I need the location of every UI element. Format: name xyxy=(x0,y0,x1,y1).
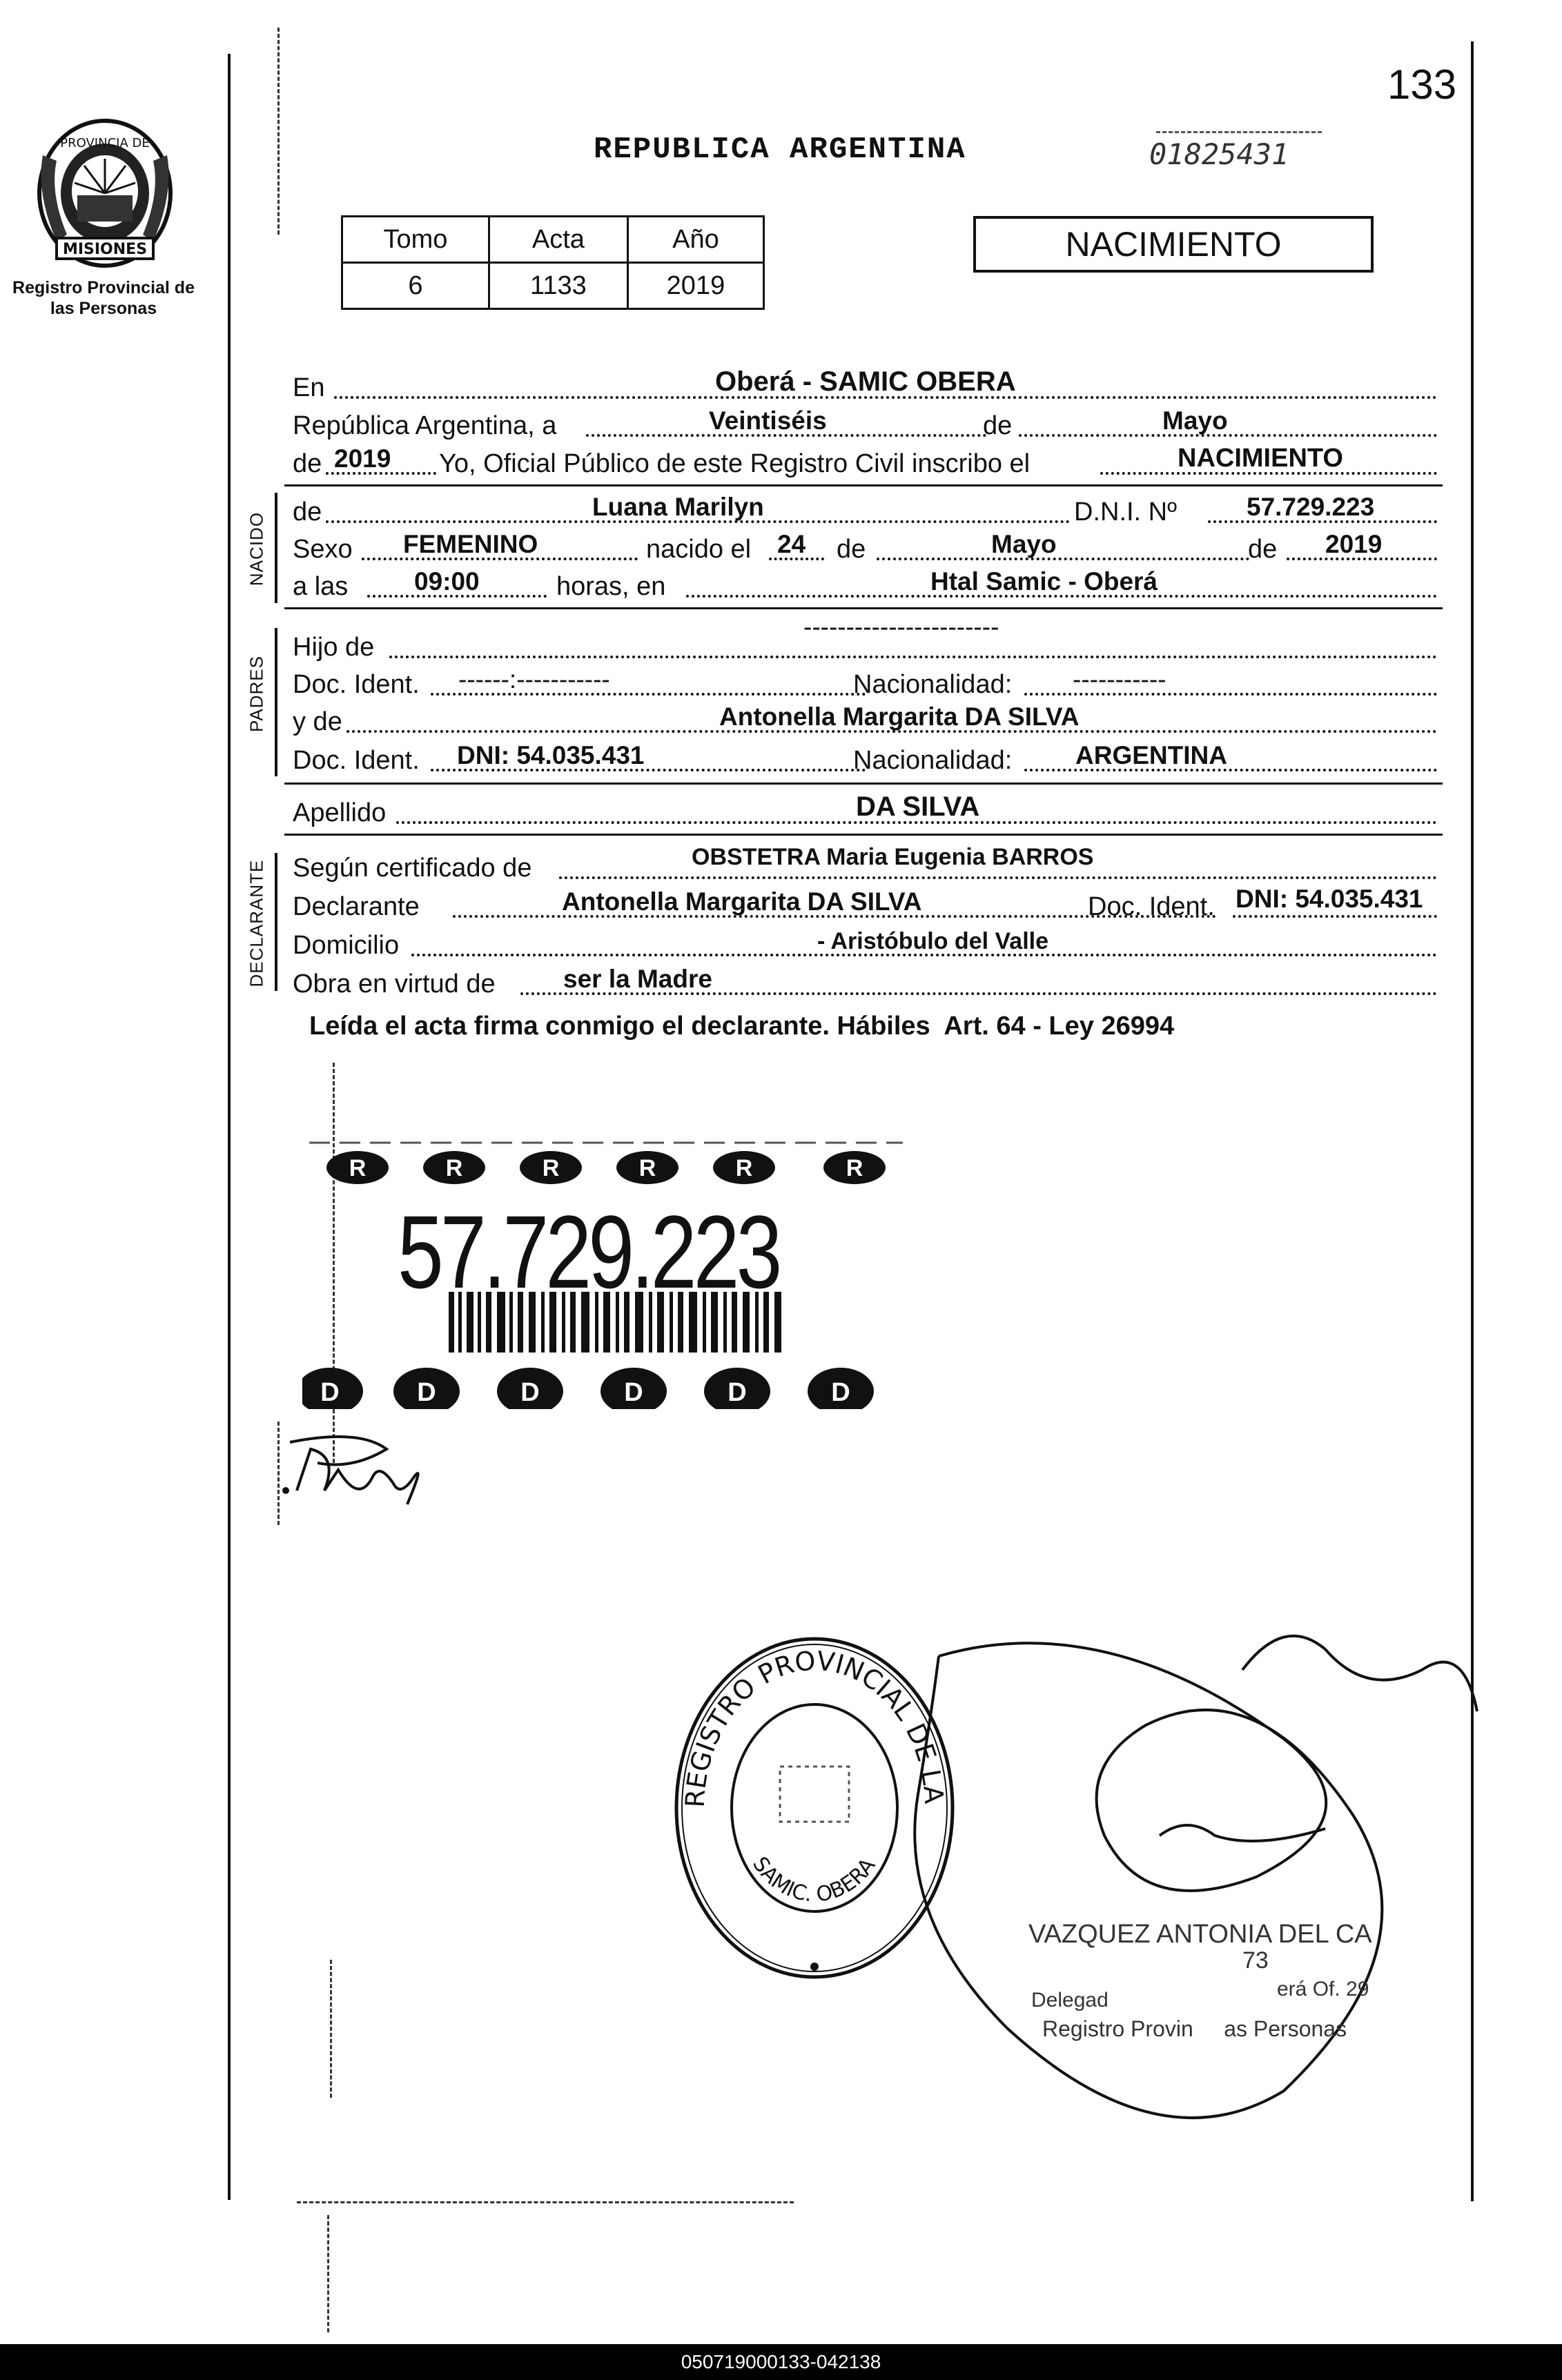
svg-text:R: R xyxy=(542,1155,560,1181)
label-de: de xyxy=(1248,535,1278,564)
svg-text:R: R xyxy=(445,1155,463,1181)
svg-text:R: R xyxy=(638,1155,656,1181)
row-sexo xyxy=(293,529,1438,567)
label-doc-ident: Doc. Ident. xyxy=(293,670,420,699)
acta-value: 1133 xyxy=(489,263,627,309)
section-label-nacido: NACIDO xyxy=(246,511,267,587)
svg-text:R: R xyxy=(349,1155,367,1181)
birth-day-value: 24 xyxy=(777,530,806,558)
serial-number xyxy=(1149,131,1329,179)
header-cell: Año xyxy=(627,217,763,263)
row-place xyxy=(293,367,1438,406)
document-type-box: NACIMIENTO xyxy=(973,216,1374,273)
svg-text:D: D xyxy=(520,1378,540,1407)
document-title: REPUBLICA ARGENTINA xyxy=(594,132,966,167)
logo-caption: Registro Provincial de las Personas xyxy=(12,278,195,318)
logo-ring-bottom-text: MISIONES xyxy=(62,241,148,258)
dotted-line xyxy=(1019,434,1437,437)
dotted-line xyxy=(559,876,1437,879)
section-separator xyxy=(284,783,1443,785)
header-cell: Acta xyxy=(489,217,627,263)
section-label-declarante: DECLARANTE xyxy=(246,859,267,987)
label-dni: D.N.I. Nº xyxy=(1074,498,1177,527)
label-republica: República Argentina, a xyxy=(293,411,557,440)
svg-text:D: D xyxy=(320,1378,340,1407)
row-apellido xyxy=(293,792,1438,831)
header-cell: Tomo xyxy=(342,217,489,263)
madre-doc-value: DNI: 54.035.431 xyxy=(457,741,645,769)
section-separator xyxy=(284,484,1443,486)
label-sexo: Sexo xyxy=(293,535,353,564)
row-y-de xyxy=(293,701,1438,740)
label-declarante: Declarante xyxy=(293,892,420,921)
label-doc-ident: Doc. Ident. xyxy=(293,746,420,775)
svg-text:SAMIC. OBERA xyxy=(748,1853,881,1907)
delegate-number: 73 xyxy=(1242,1947,1269,1974)
svg-text:D: D xyxy=(728,1378,747,1407)
left-fold-mark xyxy=(327,2215,329,2332)
anio-value: 2019 xyxy=(627,263,763,309)
label-de: de xyxy=(837,535,866,564)
padre-value: ----------------------- xyxy=(803,613,999,641)
dotted-line xyxy=(389,656,1437,658)
barcode-number: 57.729.223 xyxy=(398,1194,779,1310)
child-name-value: Luana Marilyn xyxy=(592,493,764,521)
section-separator xyxy=(284,834,1443,836)
lugar-value: Htal Samic - Oberá xyxy=(930,567,1158,596)
declarante-value: Antonella Margarita DA SILVA xyxy=(562,887,922,916)
reference-table xyxy=(341,215,765,310)
svg-text:R: R xyxy=(846,1155,863,1181)
delegate-name: VAZQUEZ ANTONIA DEL CA xyxy=(1028,1920,1372,1949)
row-padre-doc xyxy=(293,664,1438,702)
barcode-sticker xyxy=(302,1139,911,1409)
section-separator xyxy=(284,607,1443,609)
padre-doc-value: ------:----------- xyxy=(458,665,610,694)
svg-text:D: D xyxy=(831,1378,850,1407)
apellido-value: DA SILVA xyxy=(856,791,980,822)
label-hijo-de: Hijo de xyxy=(293,633,375,662)
seal-outer-text: REGISTRO PROVINCIAL DE LA xyxy=(679,1645,950,1809)
year-value: 2019 xyxy=(334,444,391,473)
declarante-doc-value: DNI: 54.035.431 xyxy=(1236,885,1423,913)
left-fold-mark xyxy=(277,28,280,235)
madre-nac-value: ARGENTINA xyxy=(1075,741,1227,769)
day-value: Veintiséis xyxy=(709,406,827,435)
label-inscribo: Yo, Oficial Público de este Registro Civil inscribo el xyxy=(439,449,1031,478)
row-name xyxy=(293,491,1438,530)
reference-table-values xyxy=(342,263,764,309)
label-de: de xyxy=(293,498,322,527)
label-a-las: a las xyxy=(293,572,349,601)
label-nacionalidad: Nacionalidad: xyxy=(853,670,1013,699)
delegate-registry: Registro Provin as Personas xyxy=(1042,2016,1347,2041)
month-value: Mayo xyxy=(1162,406,1228,435)
section-label-padres: PADRES xyxy=(246,656,267,732)
official-signature xyxy=(276,1422,435,1518)
closing-statement: Leída el acta firma conmigo el declarante. Hábiles Art. 64 - Ley 26994 xyxy=(309,1012,1175,1041)
row-hora xyxy=(293,566,1438,604)
left-margin-line xyxy=(228,54,231,2200)
section-bracket xyxy=(275,493,277,603)
section-bracket xyxy=(275,853,277,991)
bottom-dashed-line xyxy=(297,2201,794,2203)
label-apellido: Apellido xyxy=(293,798,387,827)
row-obra xyxy=(293,963,1438,1002)
svg-text:D: D xyxy=(417,1378,436,1407)
obra-value: ser la Madre xyxy=(563,965,712,993)
label-y-de: y de xyxy=(293,707,342,736)
certificado-value: OBSTETRA Maria Eugenia BARROS xyxy=(692,844,1094,870)
birth-year-value: 2019 xyxy=(1325,530,1383,558)
label-de: de xyxy=(293,449,322,478)
label-domicilio: Domicilio xyxy=(293,931,400,960)
province-logo xyxy=(29,114,181,273)
label-nacionalidad: Nacionalidad: xyxy=(853,746,1013,775)
row-certificado xyxy=(293,844,1438,886)
logo-ring-top-text: PROVINCIA DE xyxy=(60,136,150,150)
birth-month-value: Mayo xyxy=(991,530,1057,558)
svg-text:D: D xyxy=(624,1378,643,1407)
hora-value: 09:00 xyxy=(414,567,480,596)
label-horas-en: horas, en xyxy=(556,572,666,601)
reference-table-header xyxy=(342,217,764,263)
row-madre-doc xyxy=(293,740,1438,778)
padre-nac-value: ----------- xyxy=(1073,665,1166,694)
label-doc-ident: Doc. Ident. xyxy=(1088,892,1215,921)
label-en: En xyxy=(293,373,325,402)
label-de: de xyxy=(983,411,1013,440)
seal-inner-text: SAMIC. OBERA xyxy=(748,1852,881,1907)
footer-code: 050719000133-042138 xyxy=(0,2344,1562,2380)
row-date xyxy=(293,405,1438,444)
section-bracket xyxy=(275,628,277,776)
label-nacido-el: nacido el xyxy=(646,535,752,564)
label-segun-certificado: Según certificado de xyxy=(293,854,532,883)
domicilio-value: - Aristóbulo del Valle xyxy=(817,928,1049,954)
row-inscribo xyxy=(293,443,1438,482)
sexo-value: FEMENINO xyxy=(403,530,538,558)
place-value: Oberá - SAMIC OBERA xyxy=(715,366,1016,397)
dotted-line xyxy=(877,558,1249,560)
dotted-line xyxy=(1233,915,1437,918)
row-hijo-de xyxy=(293,613,1438,665)
dni-value: 57.729.223 xyxy=(1247,493,1375,521)
row-domicilio xyxy=(293,925,1438,963)
delegate-role: Delegad xyxy=(1031,1989,1109,2012)
madre-value: Antonella Margarita DA SILVA xyxy=(719,702,1080,731)
svg-text:R: R xyxy=(735,1155,753,1181)
delegate-office: erá Of. 29 xyxy=(1277,1978,1369,2000)
delegate-signature xyxy=(897,1587,1491,2125)
serial-number-text: 01825431 xyxy=(1149,137,1289,171)
event-value: NACIMIENTO xyxy=(1178,444,1343,473)
left-fold-mark xyxy=(330,1960,332,2098)
page-number: 133 xyxy=(1387,61,1457,108)
label-obra: Obra en virtud de xyxy=(293,970,496,999)
row-declarante xyxy=(293,886,1438,925)
tomo-value: 6 xyxy=(342,263,489,309)
